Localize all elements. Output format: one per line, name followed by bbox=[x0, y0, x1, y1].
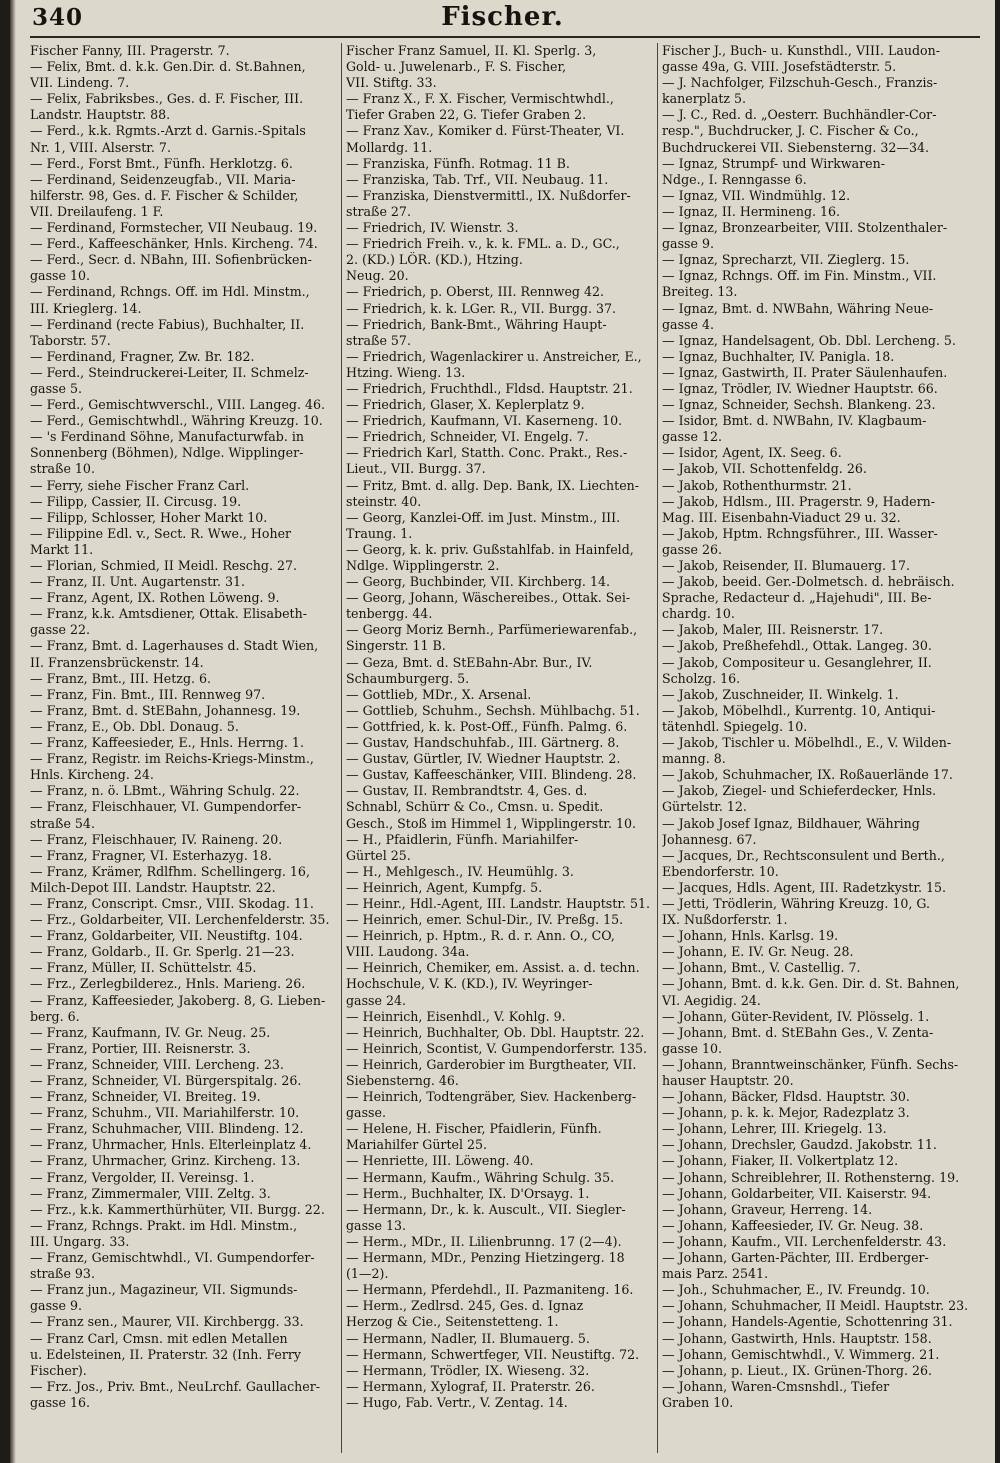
directory-entry-line: hilferstr. 98, Ges. d. F. Fischer & Schilder, bbox=[30, 187, 299, 203]
directory-entry-line: — Johann, Schuhmacher, II Meidl. Hauptstr. 23. bbox=[662, 1298, 969, 1314]
directory-entry-line: Siebensterng. 46. bbox=[346, 1073, 459, 1088]
directory-entry-line: — Friedrich Karl, Statth. Conc. Prakt., Res.- bbox=[346, 445, 628, 461]
directory-entry-line: — Johann, Bmt., V. Castellig. 7. bbox=[662, 960, 861, 976]
directory-entry-line: straße 27. bbox=[346, 203, 411, 219]
directory-entry-line: Ebendorferstr. 10. bbox=[662, 863, 779, 879]
directory-entry-line: Ndge., I. Renngasse 6. bbox=[662, 171, 807, 187]
directory-entry-line: — H., Pfaidlerin, Fünfh. Mariahilfer- bbox=[346, 831, 579, 847]
directory-entry-line: gasse 12. bbox=[662, 429, 722, 445]
directory-entry-line: VI. Aegidig. 24. bbox=[662, 992, 761, 1008]
directory-entry-line: — Friedrich, Schneider, VI. Engelg. 7. bbox=[346, 429, 589, 445]
directory-entry-line: — Franz, E., Ob. Dbl. Donaug. 5. bbox=[30, 718, 239, 734]
directory-entry-line: gasse. bbox=[346, 1105, 386, 1121]
directory-entry-line: gasse 9. bbox=[30, 1298, 82, 1314]
directory-entry-line: III. Krieglerg. 14. bbox=[30, 300, 142, 316]
directory-entry-line: — Heinrich, Eisenhdl., V. Kohlg. 9. bbox=[346, 1008, 566, 1024]
directory-entry-line: II. Franzensbrückenstr. 14. bbox=[30, 654, 204, 670]
directory-entry-line: kanerplatz 5. bbox=[662, 91, 747, 107]
directory-entry-line: Graben 10. bbox=[662, 1394, 734, 1410]
directory-entry-line: — Fritz, Bmt. d. allg. Dep. Bank, IX. Liechten- bbox=[346, 477, 640, 493]
directory-entry-line: — Jakob, VII. Schottenfeldg. 26. bbox=[662, 461, 867, 477]
directory-entry-line: — Johann, p. Lieut., IX. Grünen-Thorg. 26. bbox=[662, 1362, 932, 1378]
directory-entry-line: — Franz, Kaffeesieder, Jakoberg. 8, G. Lieben- bbox=[30, 992, 326, 1008]
directory-entry-line: — Jakob, Rothenthurmstr. 21. bbox=[662, 477, 852, 493]
directory-entry-line: — Johann, Kaffeesieder, IV. Gr. Neug. 38. bbox=[662, 1217, 924, 1233]
directory-entry-line: — Jakob, beeid. Ger.-Dolmetsch. d. hebräisch. bbox=[662, 574, 955, 590]
directory-column-2 bbox=[346, 43, 664, 1463]
directory-entry-line: — Franziska, Dienstvermittl., IX. Nußdorfer- bbox=[346, 187, 631, 203]
directory-entry-line: straße 93. bbox=[30, 1266, 95, 1282]
directory-entry-line: — Ignaz, Strumpf- und Wirkwaren- bbox=[662, 155, 886, 171]
directory-entry-line: — Gustav, II. Rembrandtstr. 4, Ges. d. bbox=[346, 783, 588, 799]
directory-page bbox=[10, 0, 995, 1463]
directory-entry-line: — Heinrich, emer. Schul-Dir., IV. Preßg. 15. bbox=[346, 912, 624, 928]
directory-entry-line: — Franz, II. Unt. Augartenstr. 31. bbox=[30, 574, 245, 590]
directory-entry-line: — Jakob, Zuschneider, II. Winkelg. 1. bbox=[662, 686, 899, 702]
directory-entry-line: — Ferdinand, Seidenzeugfab., VII. Maria- bbox=[30, 171, 296, 187]
directory-entry-line: — Heinrich, Garderobier im Burgtheater, VII. bbox=[346, 1056, 637, 1072]
directory-entry-line: — Ignaz, Bronzearbeiter, VIII. Stolzenthaler- bbox=[662, 220, 948, 236]
page-edge-shadow bbox=[10, 0, 16, 1463]
directory-entry-line: Hochschule, V. K. (KD.), IV. Weyringer- bbox=[346, 976, 593, 992]
directory-entry-line: chardg. 10. bbox=[662, 606, 735, 622]
directory-entry-line: — Franz, Kaffeesieder, E., Hnls. Herrng. 1. bbox=[30, 735, 304, 751]
directory-entry-line: — 's Ferdinand Söhne, Manufacturwfab. in bbox=[30, 429, 305, 445]
directory-entry-line: — Hermann, Nadler, II. Blumauerg. 5. bbox=[346, 1330, 590, 1346]
directory-entry-line: Johannesg. 67. bbox=[662, 831, 757, 847]
directory-entry-line: Nr. 1, VIII. Alserstr. 7. bbox=[30, 139, 171, 155]
directory-entry-line: VII. Lindeng. 7. bbox=[30, 75, 130, 91]
directory-entry-line: Mariahilfer Gürtel 25. bbox=[346, 1137, 488, 1153]
directory-entry-line: — Johann, Hnls. Karlsg. 19. bbox=[662, 928, 839, 944]
directory-entry-line: — Franziska, Tab. Trf., VII. Neubaug. 11. bbox=[346, 171, 609, 187]
directory-entry-line: straße 57. bbox=[346, 332, 411, 348]
directory-entry-line: — Ferdinand, Formstecher, VII Neubaug. 19. bbox=[30, 220, 318, 236]
directory-entry-line: tenbergg. 44. bbox=[346, 606, 433, 622]
directory-entry-line: III. Ungarg. 33. bbox=[30, 1233, 130, 1249]
directory-entry-line: — Johann, Kaufm., VII. Lerchenfelderstr. 43. bbox=[662, 1233, 947, 1249]
directory-entry-line: — Johann, Gastwirth, Hnls. Hauptstr. 158. bbox=[662, 1330, 932, 1346]
directory-entry-line: — Georg, Buchbinder, VII. Kirchberg. 14. bbox=[346, 574, 610, 590]
directory-entry-line: — Joh., Schuhmacher, E., IV. Freundg. 10. bbox=[662, 1282, 930, 1298]
directory-entry-line: — Franz, Vergolder, II. Vereinsg. 1. bbox=[30, 1169, 255, 1185]
directory-entry-line: (1—2). bbox=[346, 1266, 389, 1282]
directory-entry-line: — Hermann, Xylograf, II. Praterstr. 26. bbox=[346, 1378, 595, 1394]
directory-entry-line: — Filipp, Cassier, II. Circusg. 19. bbox=[30, 493, 242, 509]
directory-entry-line: — Isidor, Agent, IX. Seeg. 6. bbox=[662, 445, 842, 461]
directory-entry-line: — Hugo, Fab. Vertr., V. Zentag. 14. bbox=[346, 1394, 568, 1410]
directory-entry-line: — Jacques, Hdls. Agent, III. Radetzkystr. 15. bbox=[662, 879, 946, 895]
directory-entry-line: — Isidor, Bmt. d. NWBahn, IV. Klagbaum- bbox=[662, 413, 927, 429]
directory-entry-line: — Friedrich, Kaufmann, VI. Kaserneng. 10. bbox=[346, 413, 623, 429]
directory-entry-line: — Franz, Bmt. d. Lagerhauses d. Stadt Wien, bbox=[30, 638, 319, 654]
header-rule bbox=[30, 36, 980, 38]
directory-entry-line: — Franz, Rchngs. Prakt. im Hdl. Minstm., bbox=[30, 1217, 298, 1233]
directory-entry-line: Schaumburgerg. 5. bbox=[346, 670, 470, 686]
directory-entry-line: — Heinrich, Agent, Kumpfg. 5. bbox=[346, 879, 543, 895]
directory-entry-line: gasse 22. bbox=[30, 622, 90, 638]
directory-entry-line: Tiefer Graben 22, G. Tiefer Graben 2. bbox=[346, 107, 587, 123]
directory-entry-line: VIII. Laudong. 34a. bbox=[346, 944, 470, 960]
directory-entry-line: u. Edelsteinen, II. Praterstr. 32 (Inh. Ferry bbox=[30, 1346, 301, 1362]
directory-entry-line: — Jacques, Dr., Rechtsconsulent und Berth., bbox=[662, 847, 945, 863]
directory-entry-line: — Johann, Bäcker, Fldsd. Hauptstr. 30. bbox=[662, 1089, 910, 1105]
directory-entry-line: Fischer Fanny, III. Pragerstr. 7. bbox=[30, 43, 230, 58]
directory-entry-line: — Ferdinand, Rchngs. Off. im Hdl. Minstm., bbox=[30, 284, 310, 300]
directory-entry-line: — Franz sen., Maurer, VII. Kirchbergg. 33. bbox=[30, 1314, 304, 1330]
directory-entry-line: — Franziska, Fünfh. Rotmag. 11 B. bbox=[346, 155, 570, 171]
directory-entry-line: — Ferd., Secr. d. NBahn, III. Sofienbrücken- bbox=[30, 252, 312, 268]
directory-entry-line: Mollardg. 11. bbox=[346, 139, 433, 155]
directory-entry-line: Schnabl, Schürr & Co., Cmsn. u. Spedit. bbox=[346, 799, 604, 815]
directory-entry-line: — Frz. Jos., Priv. Bmt., NeuLrchf. Gaullacher- bbox=[30, 1378, 320, 1394]
directory-column-3 bbox=[662, 43, 980, 1463]
directory-entry-line: — Heinrich, p. Hptm., R. d. r. Ann. O., CO, bbox=[346, 928, 615, 944]
page-header bbox=[10, 0, 995, 40]
directory-entry-line: 2. (KD.) LÖR. (KD.), Htzing. bbox=[346, 252, 523, 268]
directory-entry-line: — Ferd., Steindruckerei-Leiter, II. Schmelz- bbox=[30, 364, 309, 380]
directory-entry-line: — Franz, Schuhm., VII. Mariahilferstr. 10. bbox=[30, 1105, 300, 1121]
directory-entry-line: — Frz., k.k. Kammerthürhüter, VII. Burgg. 22. bbox=[30, 1201, 325, 1217]
directory-entry-line: — Heinrich, Chemiker, em. Assist. a. d. techn. bbox=[346, 960, 640, 976]
directory-entry-line: — Henriette, III. Löweng. 40. bbox=[346, 1153, 534, 1169]
directory-entry-line: — Ignaz, VII. Windmühlg. 12. bbox=[662, 187, 851, 203]
directory-entry-line: — Jakob, Hptm. Rchngsführer., III. Wasser- bbox=[662, 525, 938, 541]
directory-entry-line: gasse 24. bbox=[346, 992, 406, 1008]
directory-entry-line: — Franz, Schneider, VIII. Lercheng. 23. bbox=[30, 1056, 284, 1072]
directory-entry-line: Gold- u. Juwelenarb., F. S. Fischer, bbox=[346, 59, 567, 75]
directory-entry-line: Milch-Depot III. Landstr. Hauptstr. 22. bbox=[30, 879, 276, 895]
directory-entry-line: — Franz, Bmt. d. StEBahn, Johannesg. 19. bbox=[30, 702, 301, 718]
directory-entry-line: — Jakob, Schuhmacher, IX. Roßauerlände 17. bbox=[662, 767, 953, 783]
directory-entry-line: — Johann, Lehrer, III. Kriegelg. 13. bbox=[662, 1121, 887, 1137]
directory-entry-line: gasse 16. bbox=[30, 1394, 90, 1410]
directory-entry-line: Herzog & Cie., Seitenstetteng. 1. bbox=[346, 1314, 559, 1330]
directory-entry-line: — Herm., MDr., II. Lilienbrunng. 17 (2—4). bbox=[346, 1233, 622, 1249]
directory-entry-line: — Franz, Gemischtwhdl., VI. Gumpendorfer- bbox=[30, 1250, 315, 1266]
directory-entry-line: — Gustav, Handschuhfab., III. Gärtnerg. 8. bbox=[346, 735, 620, 751]
directory-entry-line: gasse 5. bbox=[30, 380, 82, 396]
directory-entry-line: — Herm., Buchhalter, IX. D'Orsayg. 1. bbox=[346, 1185, 590, 1201]
directory-entry-line: — Franz, Schneider, VI. Breiteg. 19. bbox=[30, 1089, 261, 1105]
directory-entry-line: — Heinrich, Buchhalter, Ob. Dbl. Hauptstr. 22. bbox=[346, 1024, 645, 1040]
directory-entry-line: — Johann, Bmt. d. k.k. Gen. Dir. d. St. Bahnen, bbox=[662, 976, 960, 992]
directory-entry-line: VII. Stiftg. 33. bbox=[346, 75, 437, 91]
directory-entry-line: — Franz, Conscript. Cmsr., VIII. Skodag. 11. bbox=[30, 895, 314, 911]
directory-entry-line: gasse 26. bbox=[662, 541, 722, 557]
directory-entry-line: — Georg Moriz Bernh., Parfümeriewarenfab., bbox=[346, 622, 638, 638]
directory-entry-line: steinstr. 40. bbox=[346, 493, 422, 509]
page-number: 340 bbox=[32, 4, 84, 31]
directory-entry-line: — Franz, Agent, IX. Rothen Löweng. 9. bbox=[30, 590, 280, 606]
directory-entry-line: — Hermann, Kaufm., Währing Schulg. 35. bbox=[346, 1169, 615, 1185]
directory-entry-line: — Heinrich, Scontist, V. Gumpendorferstr. 135. bbox=[346, 1040, 648, 1056]
directory-entry-line: IX. Nußdorferstr. 1. bbox=[662, 912, 788, 928]
directory-entry-line: — Filippine Edl. v., Sect. R. Wwe., Hoher bbox=[30, 525, 292, 541]
directory-entry-line: — Heinr., Hdl.-Agent, III. Landstr. Hauptstr. 51. bbox=[346, 895, 650, 911]
directory-entry-line: Hnls. Kircheng. 24. bbox=[30, 767, 154, 783]
directory-entry-line: — Johann, Graveur, Herreng. 14. bbox=[662, 1201, 873, 1217]
directory-entry-line: — Ferd., k.k. Rgmts.-Arzt d. Garnis.-Spitals bbox=[30, 123, 306, 139]
directory-entry-line: Mag. III. Eisenbahn-Viaduct 29 u. 32. bbox=[662, 509, 901, 525]
directory-entry-line: — Friedrich, Glaser, X. Keplerplatz 9. bbox=[346, 397, 585, 413]
directory-entry-line: — Franz Carl, Cmsn. mit edlen Metallen bbox=[30, 1330, 288, 1346]
directory-entry-line: — Franz, Portier, III. Reisnerstr. 3. bbox=[30, 1040, 251, 1056]
directory-entry-line: gasse 49a, G. VIII. Josefstädterstr. 5. bbox=[662, 59, 897, 75]
directory-entry-line: — Franz Xav., Komiker d. Fürst-Theater, VI. bbox=[346, 123, 625, 139]
directory-entry-line: — Franz, Uhrmacher, Grinz. Kircheng. 13. bbox=[30, 1153, 301, 1169]
directory-entry-line: manng. 8. bbox=[662, 751, 726, 767]
directory-entry-line: Markt 11. bbox=[30, 541, 94, 557]
directory-entry-line: gasse 10. bbox=[662, 1040, 722, 1056]
directory-entry-line: straße 10. bbox=[30, 461, 95, 477]
directory-entry-line: — Franz, k.k. Amtsdiener, Ottak. Elisabeth- bbox=[30, 606, 307, 622]
directory-entry-line: — Johann, Fiaker, II. Volkertplatz 12. bbox=[662, 1153, 899, 1169]
directory-entry-line: — Johann, Garten-Pächter, III. Erdberger- bbox=[662, 1250, 929, 1266]
directory-entry-line: — Friedrich, Bank-Bmt., Währing Haupt- bbox=[346, 316, 607, 332]
directory-entry-line: — Georg, k. k. priv. Gußstahlfab. in Hainfeld, bbox=[346, 541, 634, 557]
directory-entry-line: — Johann, E. IV. Gr. Neug. 28. bbox=[662, 944, 854, 960]
directory-entry-line: — Jakob, Möbelhdl., Kurrentg. 10, Antiqui- bbox=[662, 702, 936, 718]
directory-entry-line: — Hermann, Pferdehdl., II. Pazmaniteng. 16. bbox=[346, 1282, 634, 1298]
directory-entry-line: — Ferd., Gemischtwverschl., VIII. Langeg. 46. bbox=[30, 397, 326, 413]
directory-entry-line: — Franz, Fleischhauer, VI. Gumpendorfer- bbox=[30, 799, 302, 815]
directory-entry-line: — Franz, n. ö. LBmt., Währing Schulg. 22. bbox=[30, 783, 300, 799]
directory-entry-line: — Franz, Fragner, VI. Esterhazyg. 18. bbox=[30, 847, 272, 863]
directory-entry-line: — Franz, Registr. im Reichs-Kriegs-Minstm., bbox=[30, 751, 314, 767]
directory-entry-line: — J. C., Red. d. „Oesterr. Buchhändler-Cor- bbox=[662, 107, 937, 123]
directory-entry-line: — Friedrich Freih. v., k. k. FML. a. D., GC., bbox=[346, 236, 620, 252]
directory-entry-line: — Friedrich, IV. Wienstr. 3. bbox=[346, 220, 519, 236]
directory-entry-line: — Johann, p. k. k. Mejor, Radezplatz 3. bbox=[662, 1105, 910, 1121]
directory-entry-line: — Florian, Schmied, II Meidl. Reschg. 27. bbox=[30, 558, 297, 573]
directory-entry-line: — Gottlieb, Schuhm., Sechsh. Mühlbachg. 51. bbox=[346, 702, 640, 718]
directory-entry-line: — Franz jun., Magazineur, VII. Sigmunds- bbox=[30, 1282, 298, 1298]
directory-entry-line: — Herm., Zedlrsd. 245, Ges. d. Ignaz bbox=[346, 1298, 584, 1314]
directory-entry-line: — Johann, Branntweinschänker, Fünfh. Sechs- bbox=[662, 1056, 959, 1072]
directory-entry-line: — Johann, Drechsler, Gaudzd. Jakobstr. 11. bbox=[662, 1137, 937, 1153]
directory-entry-line: Sonnenberg (Böhmen), Ndlge. Wipplinger- bbox=[30, 445, 304, 461]
directory-entry-line: Buchdruckerei VII. Siebensterng. 32—34. bbox=[662, 139, 929, 155]
directory-entry-line: — Johann, Güter-Revident, IV. Plösselg. 1. bbox=[662, 1008, 930, 1024]
directory-entry-line: Gürtelstr. 12. bbox=[662, 799, 747, 815]
directory-entry-line: — Johann, Handels-Agentie, Schottenring 31. bbox=[662, 1314, 953, 1330]
directory-entry-line: Breiteg. 13. bbox=[662, 284, 738, 300]
directory-entry-line: — Franz, Goldarb., II. Gr. Sperlg. 21—23. bbox=[30, 944, 295, 960]
directory-entry-line: — Johann, Waren-Cmsnshdl., Tiefer bbox=[662, 1378, 890, 1394]
directory-entry-line: — Helene, H. Fischer, Pfaidlerin, Fünfh. bbox=[346, 1121, 602, 1137]
directory-entry-line: — Jakob, Compositeur u. Gesanglehrer, II. bbox=[662, 654, 932, 670]
directory-entry-line: — Gustav, Kaffeeschänker, VIII. Blindeng. 28. bbox=[346, 767, 637, 783]
directory-entry-line: — Franz X., F. X. Fischer, Vermischtwhdl., bbox=[346, 91, 614, 107]
directory-entry-line: gasse 13. bbox=[346, 1217, 406, 1233]
directory-entry-line: — H., Mehlgesch., IV. Heumühlg. 3. bbox=[346, 863, 574, 879]
directory-entry-line: — Felix, Fabriksbes., Ges. d. F. Fischer, III. bbox=[30, 91, 304, 107]
directory-entry-line: Taborstr. 57. bbox=[30, 332, 111, 348]
directory-entry-line: — Jakob, Ziegel- und Schieferdecker, Hnls. bbox=[662, 783, 937, 799]
directory-entry-line: Traung. 1. bbox=[346, 525, 413, 541]
directory-entry-line: — Georg, Kanzlei-Off. im Just. Minstm., III. bbox=[346, 509, 621, 525]
directory-entry-line: — Jakob, Maler, III. Reisnerstr. 17. bbox=[662, 622, 884, 638]
directory-entry-line: — Hermann, Dr., k. k. Auscult., VII. Siegler- bbox=[346, 1201, 626, 1217]
directory-entry-line: — Friedrich, p. Oberst, III. Rennweg 42. bbox=[346, 284, 604, 300]
directory-entry-line: — Filipp, Schlosser, Hoher Markt 10. bbox=[30, 509, 268, 525]
directory-entry-line: Fischer Franz Samuel, II. Kl. Sperlg. 3, bbox=[346, 43, 597, 58]
directory-entry-line: — Franz, Fleischhauer, IV. Raineng. 20. bbox=[30, 831, 283, 847]
directory-entry-line: — Gottfried, k. k. Post-Off., Fünfh. Palmg. 6. bbox=[346, 718, 628, 734]
directory-entry-line: Singerstr. 11 B. bbox=[346, 638, 446, 654]
directory-entry-line: — Gottlieb, MDr., X. Arsenal. bbox=[346, 686, 532, 702]
directory-entry-line: — Ferd., Gemischtwhdl., Währing Kreuzg. 10. bbox=[30, 413, 323, 429]
directory-entry-line: gasse 10. bbox=[30, 268, 90, 284]
directory-entry-line: — Jetti, Trödlerin, Währing Kreuzg. 10, G. bbox=[662, 895, 930, 911]
directory-entry-line: — Ignaz, Handelsagent, Ob. Dbl. Lercheng. 5. bbox=[662, 332, 956, 348]
directory-entry-line: — Felix, Bmt. d. k.k. Gen.Dir. d. St.Bahnen, bbox=[30, 59, 306, 75]
directory-entry-line: Lieut., VII. Burgg. 37. bbox=[346, 461, 486, 477]
directory-entry-line: — Friedrich, Wagenlackirer u. Anstreicher, E., bbox=[346, 348, 642, 364]
directory-entry-line: Gesch., Stoß im Himmel 1, Wipplingerstr. 10. bbox=[346, 815, 636, 831]
directory-entry-line: — Franz, Müller, II. Schüttelstr. 45. bbox=[30, 960, 257, 976]
directory-entry-line: — Ignaz, Schneider, Sechsh. Blankeng. 23. bbox=[662, 397, 936, 413]
directory-entry-line: — J. Nachfolger, Filzschuh-Gesch., Franzis- bbox=[662, 75, 938, 91]
directory-entry-line: — Johann, Schreiblehrer, II. Rothensterng. 19. bbox=[662, 1169, 960, 1185]
directory-entry-line: — Ignaz, Rchngs. Off. im Fin. Minstm., VII. bbox=[662, 268, 937, 284]
directory-entry-line: Ndlge. Wipplingerstr. 2. bbox=[346, 558, 500, 573]
directory-entry-line: tätenhdl. Spiegelg. 10. bbox=[662, 718, 808, 734]
directory-entry-line: Scholzg. 16. bbox=[662, 670, 741, 686]
directory-entry-line: — Ignaz, Sprecharzt, VII. Zieglerg. 15. bbox=[662, 252, 910, 268]
directory-entry-line: — Ferd., Forst Bmt., Fünfh. Herklotzg. 6. bbox=[30, 155, 293, 171]
directory-entry-line: — Franz, Fin. Bmt., III. Rennweg 97. bbox=[30, 686, 266, 702]
directory-entry-line: gasse 9. bbox=[662, 236, 714, 252]
directory-entry-line: — Johann, Bmt. d. StEBahn Ges., V. Zenta- bbox=[662, 1024, 934, 1040]
directory-entry-line: Htzing. Wieng. 13. bbox=[346, 364, 466, 380]
directory-entry-line: — Johann, Goldarbeiter, VII. Kaiserstr. 94. bbox=[662, 1185, 932, 1201]
directory-entry-line: — Friedrich, k. k. LGer. R., VII. Burgg. 37. bbox=[346, 300, 616, 316]
directory-entry-line: — Frz., Goldarbeiter, VII. Lerchenfelderstr. 35. bbox=[30, 912, 330, 928]
directory-entry-line: resp.", Buchdrucker, J. C. Fischer & Co., bbox=[662, 123, 919, 139]
directory-entry-line: Neug. 20. bbox=[346, 268, 409, 284]
directory-entry-line: straße 54. bbox=[30, 815, 95, 831]
directory-entry-line: — Franz, Kaufmann, IV. Gr. Neug. 25. bbox=[30, 1024, 271, 1040]
directory-entry-line: Fischer J., Buch- u. Kunsthdl., VIII. Laudon- bbox=[662, 43, 940, 58]
directory-entry-line: — Hermann, MDr., Penzing Hietzingerg. 18 bbox=[346, 1250, 625, 1266]
directory-entry-line: — Franz, Krämer, Rdlfhm. Schellingerg. 16, bbox=[30, 863, 310, 879]
directory-entry-line: VII. Dreilaufeng. 1 F. bbox=[30, 203, 164, 219]
directory-entry-line: — Ferdinand (recte Fabius), Buchhalter, II. bbox=[30, 316, 305, 332]
directory-entry-line: — Franz, Zimmermaler, VIII. Zeltg. 3. bbox=[30, 1185, 271, 1201]
directory-entry-line: — Gustav, Gürtler, IV. Wiedner Hauptstr. 2. bbox=[346, 751, 621, 767]
directory-entry-line: — Franz, Bmt., III. Hetzg. 6. bbox=[30, 670, 212, 686]
directory-entry-line: — Jakob, Tischler u. Möbelhdl., E., V. Wilden- bbox=[662, 735, 952, 751]
directory-column-1 bbox=[30, 43, 348, 1463]
directory-entry-line: Gürtel 25. bbox=[346, 847, 411, 863]
directory-entry-line: — Johann, Gemischtwhdl., V. Wimmerg. 21. bbox=[662, 1346, 940, 1362]
directory-entry-line: — Ignaz, Bmt. d. NWBahn, Währing Neue- bbox=[662, 300, 934, 316]
directory-entry-line: mais Parz. 2541. bbox=[662, 1266, 769, 1282]
directory-entry-line: — Ignaz, Gastwirth, II. Prater Säulenhaufen. bbox=[662, 364, 948, 380]
directory-entry-line: — Ferry, siehe Fischer Franz Carl. bbox=[30, 477, 250, 493]
directory-entry-line: — Ignaz, Buchhalter, IV. Panigla. 18. bbox=[662, 348, 895, 364]
directory-entry-line: — Franz, Uhrmacher, Hnls. Elterleinplatz 4. bbox=[30, 1137, 312, 1153]
directory-entry-line: — Franz, Schuhmacher, VIII. Blindeng. 12. bbox=[30, 1121, 304, 1137]
directory-entry-line: — Ignaz, Trödler, IV. Wiedner Hauptstr. 66. bbox=[662, 380, 938, 396]
directory-entry-line: — Friedrich, Fruchthdl., Fldsd. Hauptstr. 21. bbox=[346, 380, 633, 396]
directory-entry-line: — Ignaz, II. Hermineng. 16. bbox=[662, 203, 841, 219]
directory-entry-line: — Jakob, Preßhefehdl., Ottak. Langeg. 30. bbox=[662, 638, 932, 654]
directory-entry-line: — Hermann, Trödler, IX. Wieseng. 32. bbox=[346, 1362, 590, 1378]
directory-entry-line: — Ferdinand, Fragner, Zw. Br. 182. bbox=[30, 348, 255, 364]
directory-entry-line: — Franz, Schneider, VI. Bürgerspitalg. 26. bbox=[30, 1073, 302, 1088]
directory-entry-line: hauser Hauptstr. 20. bbox=[662, 1073, 794, 1088]
directory-entry-line: Landstr. Hauptstr. 88. bbox=[30, 107, 171, 123]
directory-entry-line: — Jakob Josef Ignaz, Bildhauer, Währing bbox=[662, 815, 920, 831]
directory-entry-line: — Heinrich, Todtengräber, Siev. Hackenberg- bbox=[346, 1089, 637, 1105]
directory-entry-line: — Geza, Bmt. d. StEBahn-Abr. Bur., IV. bbox=[346, 654, 593, 670]
page-title: Fischer. bbox=[441, 2, 564, 32]
directory-entry-line: — Ferd., Kaffeeschänker, Hnls. Kircheng. 74. bbox=[30, 236, 318, 252]
directory-entry-line: — Jakob, Hdlsm., III. Pragerstr. 9, Hadern- bbox=[662, 493, 935, 509]
directory-entry-line: — Frz., Zerlegbilderez., Hnls. Marieng. 26. bbox=[30, 976, 306, 992]
directory-entry-line: — Georg, Johann, Wäschereibes., Ottak. Sei- bbox=[346, 590, 631, 606]
directory-entry-line: — Jakob, Reisender, II. Blumauerg. 17. bbox=[662, 558, 911, 573]
directory-entry-line: Fischer). bbox=[30, 1362, 87, 1378]
directory-entry-line: gasse 4. bbox=[662, 316, 714, 332]
directory-entry-line: — Franz, Goldarbeiter, VII. Neustiftg. 104. bbox=[30, 928, 303, 944]
directory-entry-line: — Hermann, Schwertfeger, VII. Neustiftg. 72. bbox=[346, 1346, 640, 1362]
directory-entry-line: Sprache, Redacteur d. „Hajehudi", III. Be- bbox=[662, 590, 932, 606]
directory-entry-line: berg. 6. bbox=[30, 1008, 80, 1024]
